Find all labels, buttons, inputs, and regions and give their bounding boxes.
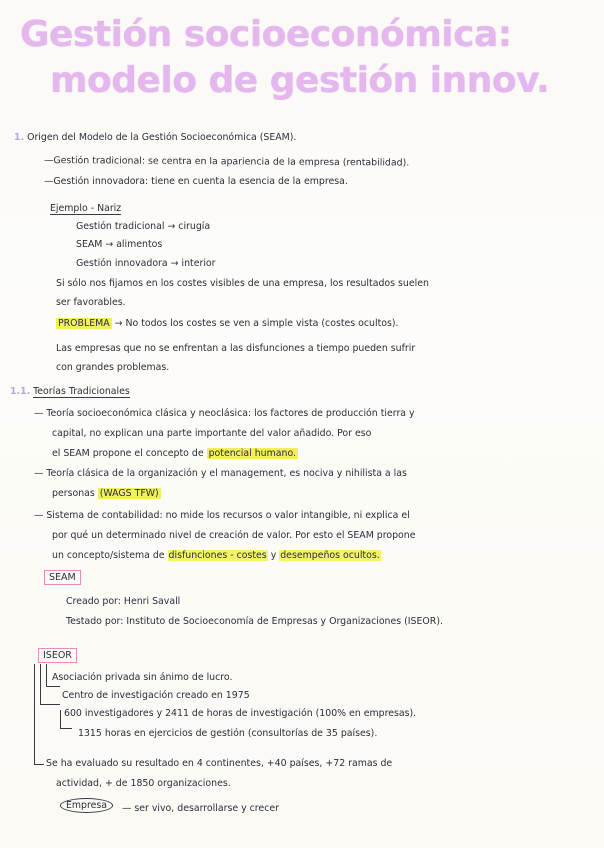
theory-2-highlight: (WAGS TFW)	[99, 488, 159, 499]
theory-1-line-a: — Teoría socioeconómica clásica y neoclásica: los factores de producción tierra y	[34, 408, 415, 419]
s1-paragraph-1b: ser favorables.	[56, 297, 126, 308]
theory-1-text: el SEAM propone el concepto de	[52, 448, 204, 459]
theory-2-line-a: — Teoría clásica de la organización y el management, es nociva y nihilista a las	[34, 468, 407, 479]
tree-branch	[34, 764, 44, 765]
iseor-line-3: 600 investigadores y 2411 de horas de investigación (100% en empresas).	[64, 708, 417, 719]
desempenos-highlight: desempeños ocultos.	[280, 550, 380, 561]
theory-1-line-b: capital, no explican una parte importante del valor añadido. Por eso	[52, 428, 372, 439]
seam-line-1: Creado por: Henri Savall	[66, 596, 181, 607]
theory-3-connector: y	[270, 550, 277, 561]
s1-paragraph-1a: Si sólo nos fijamos en los costes visibles de una empresa, los resultados suelen	[56, 278, 429, 289]
problema-line	[56, 318, 399, 329]
tree-branch	[40, 704, 60, 705]
problema-text: → No todos los costes se ven a simple vista (costes ocultos).	[114, 318, 399, 329]
tree-line	[46, 664, 47, 686]
disfunciones-highlight: disfunciones - costes	[168, 550, 267, 561]
section-1-1-heading	[10, 386, 130, 397]
seam-line-2: Testado por: Instituto de Socioeconomía de Empresas y Organizaciones (ISEOR).	[66, 616, 443, 627]
iseor-line-4: 1315 horas en ejercicios de gestión (consultorías de 35 países).	[78, 728, 378, 739]
theory-2-line-b	[52, 488, 161, 499]
iseor-box: ISEOR	[38, 648, 77, 663]
example-item-3: Gestión innovadora → interior	[76, 258, 216, 269]
seam-box: SEAM	[44, 570, 81, 585]
iseor-line-5a: Se ha evaluado su resultado en 4 continentes, +40 países, +72 ramas de	[46, 758, 393, 769]
iseor-line-1: Asociación privada sin ánimo de lucro.	[52, 672, 233, 683]
problema-highlight: PROBLEMA	[58, 318, 110, 329]
s1-line-b: —Gestión innovadora: tiene en cuenta la esencia de la empresa.	[44, 176, 348, 187]
empresa-text: — ser vivo, desarrollarse y crecer	[122, 803, 279, 814]
tree-branch	[60, 728, 72, 729]
iseor-line-5b: actividad, + de 1850 organizaciones.	[56, 778, 231, 789]
example-item-2: SEAM → alimentos	[76, 239, 163, 250]
theory-1-line-c	[52, 448, 298, 459]
tree-line	[40, 664, 41, 704]
theory-3-line-a: — Sistema de contabilidad: no mide los recursos o valor intangible, ni explica el	[34, 510, 410, 521]
tree-branch	[46, 686, 60, 687]
s1-paragraph-2a: Las empresas que no se enfrentan a las disfunciones a tiempo pueden sufrir	[56, 343, 416, 354]
section-number: 1.	[14, 132, 25, 143]
theory-3-line-c	[52, 550, 381, 561]
theory-3-line-b: por qué un determinado nivel de creación de valor. Por esto el SEAM propone	[52, 530, 416, 541]
theory-3-text: un concepto/sistema de	[52, 550, 165, 561]
section-number: 1.1.	[10, 386, 31, 397]
example-label: Ejemplo - Nariz	[50, 203, 122, 214]
tree-line	[34, 664, 35, 764]
empresa-oval: Empresa	[60, 798, 113, 813]
example-item-1: Gestión tradicional → cirugía	[76, 221, 211, 232]
theory-2-text: personas	[52, 488, 95, 499]
iseor-line-2: Centro de investigación creado en 1975	[62, 690, 250, 701]
page-title-line-2: modelo de gestión innov.	[50, 60, 550, 101]
tree-line	[60, 710, 61, 728]
potencial-humano-highlight: potencial humano.	[208, 448, 296, 459]
page-title-line-1: Gestión socioeconómica:	[20, 14, 512, 55]
s1-line-a: —Gestión tradicional: se centra en la apariencia de la empresa (rentabilidad).	[43, 155, 410, 169]
section-heading-text: Origen del Modelo de la Gestión Socioeconómica (SEAM).	[27, 132, 297, 143]
section-heading-text: Teorías Tradicionales	[33, 386, 130, 397]
s1-paragraph-2b: con grandes problemas.	[56, 362, 170, 373]
section-1-heading	[14, 132, 296, 143]
